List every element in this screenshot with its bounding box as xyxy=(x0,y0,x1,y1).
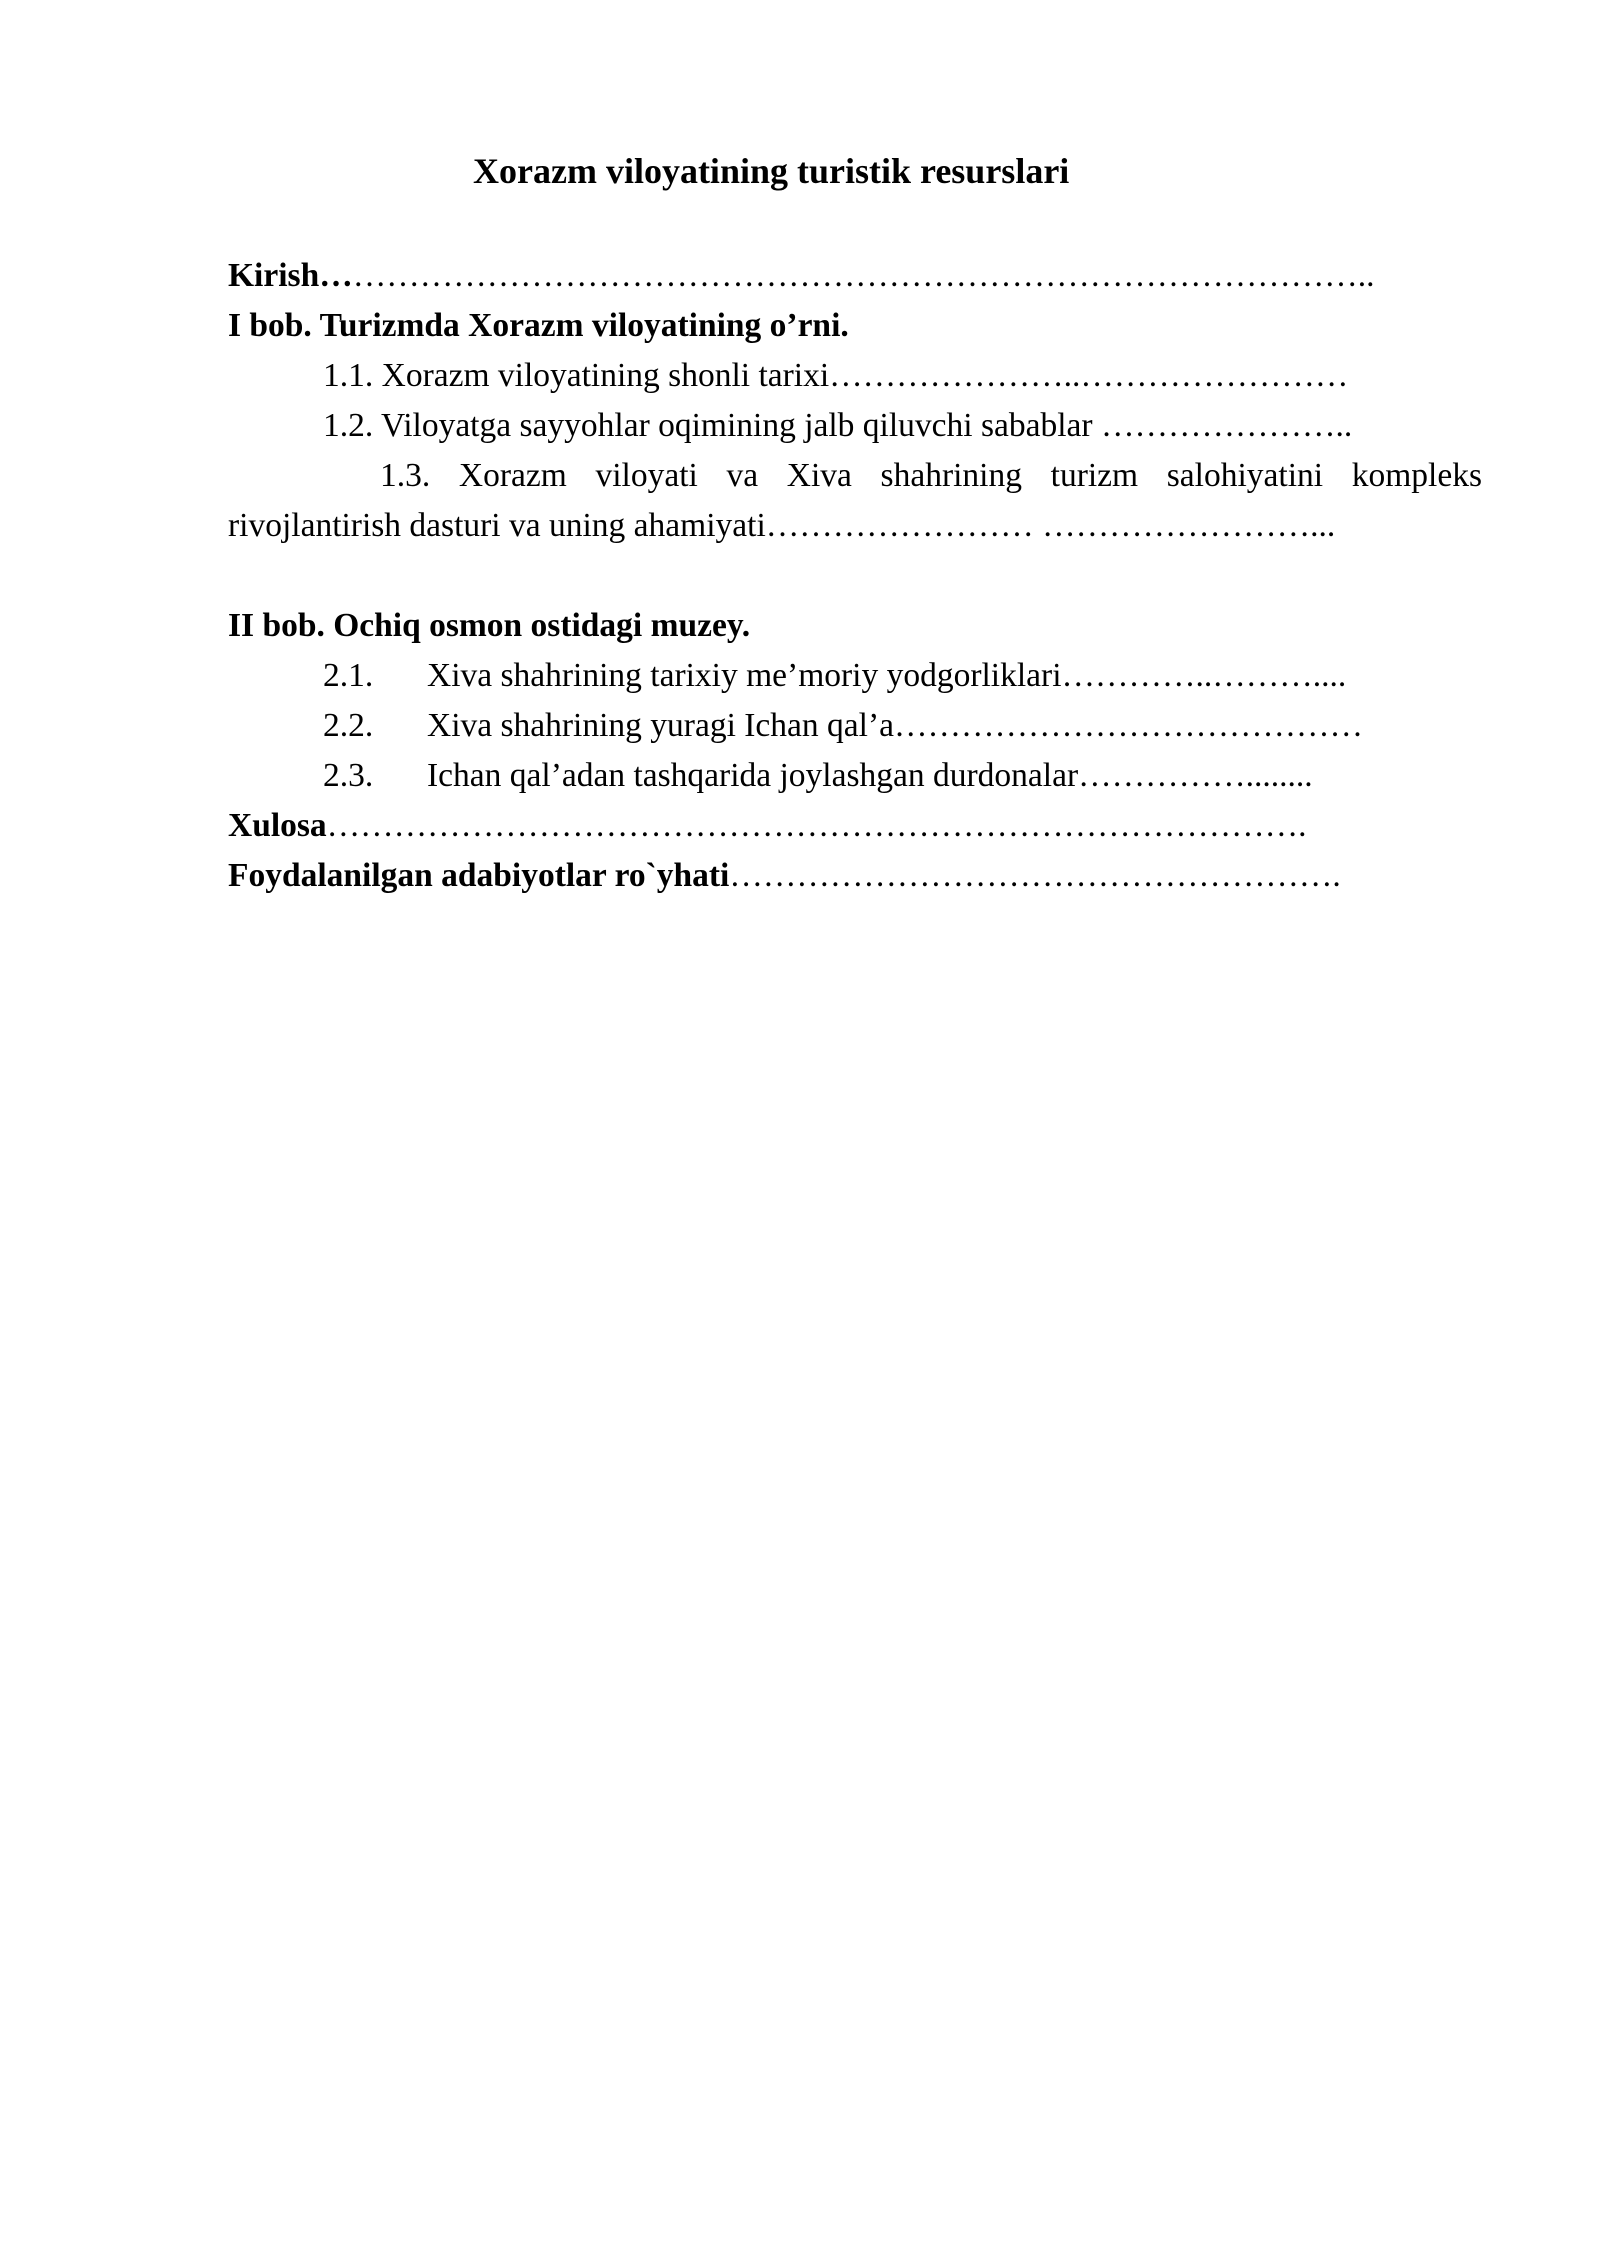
toc-entry-text: 1.1. Xorazm viloyatining shonli tarixi xyxy=(323,357,830,394)
toc-entry-1-2 xyxy=(228,401,1482,451)
toc-entry-label: Kirish… xyxy=(228,257,353,294)
toc-entry-1-3-line2 xyxy=(228,501,1482,551)
toc-entry-2-2 xyxy=(228,701,1482,751)
toc-entry-text: Xiva shahrining yuragi Ichan qal’a xyxy=(427,707,894,744)
toc-entry-1-3-line1: 1.3. Xorazm viloyati va Xiva shahrining turizm salohiyatini kompleks xyxy=(380,457,1482,494)
toc-entry-text: Xiva shahrining tarixiy me’moriy yodgorliklari xyxy=(427,657,1062,694)
toc-entry-2-3 xyxy=(228,751,1482,801)
toc-entry-references xyxy=(228,851,1482,901)
chapter-1-heading: I bob. Turizmda Xorazm viloyatining o’rni. xyxy=(228,307,849,344)
toc-leader-dots: ………………….. xyxy=(1100,407,1353,444)
toc-entry-xulosa xyxy=(228,801,1482,851)
toc-entry-label: Xulosa xyxy=(228,807,327,844)
chapter-2-heading: II bob. Ochiq osmon ostidagi muzey. xyxy=(228,607,751,644)
toc-entry-text: Ichan qal’adan tashqarida joylashgan durdonalar xyxy=(427,757,1079,794)
toc-leader-dots: …………………………………… xyxy=(893,707,1363,744)
toc-leader-dots: ……………........ xyxy=(1078,757,1313,794)
document-title: Xorazm viloyatining turistik resurslari xyxy=(473,151,1070,191)
toc-entry-kirish xyxy=(228,251,1482,301)
toc-leader-dots: …………………… ……………………... xyxy=(765,507,1336,544)
toc-leader-dots: ………………………………………………. xyxy=(729,857,1341,894)
toc-entry-number: 2.3. xyxy=(323,757,374,794)
toc-leader-dots: ……………………………………………………………………………….. xyxy=(352,257,1375,294)
spacer xyxy=(228,551,1482,601)
toc-leader-dots: …………………..…………………… xyxy=(829,357,1349,394)
toc-entry-text: 1.2. Viloyatga sayyohlar oqimining jalb qiluvchi sabablar xyxy=(323,407,1101,444)
toc-entry-text: rivojlantirish dasturi va uning ahamiyati xyxy=(228,507,766,544)
toc-leader-dots: ……………………………………………………………………………. xyxy=(326,807,1307,844)
toc-entry-label: Foydalanilgan adabiyotlar ro`yhati xyxy=(228,857,730,894)
toc-entry-number: 2.2. xyxy=(323,707,374,744)
toc-entry-number: 2.1. xyxy=(323,657,374,694)
toc-entry-1-1 xyxy=(228,351,1482,401)
table-of-contents xyxy=(228,251,1482,901)
toc-entry-2-1 xyxy=(228,651,1482,701)
toc-leader-dots: …………..……….... xyxy=(1061,657,1347,694)
